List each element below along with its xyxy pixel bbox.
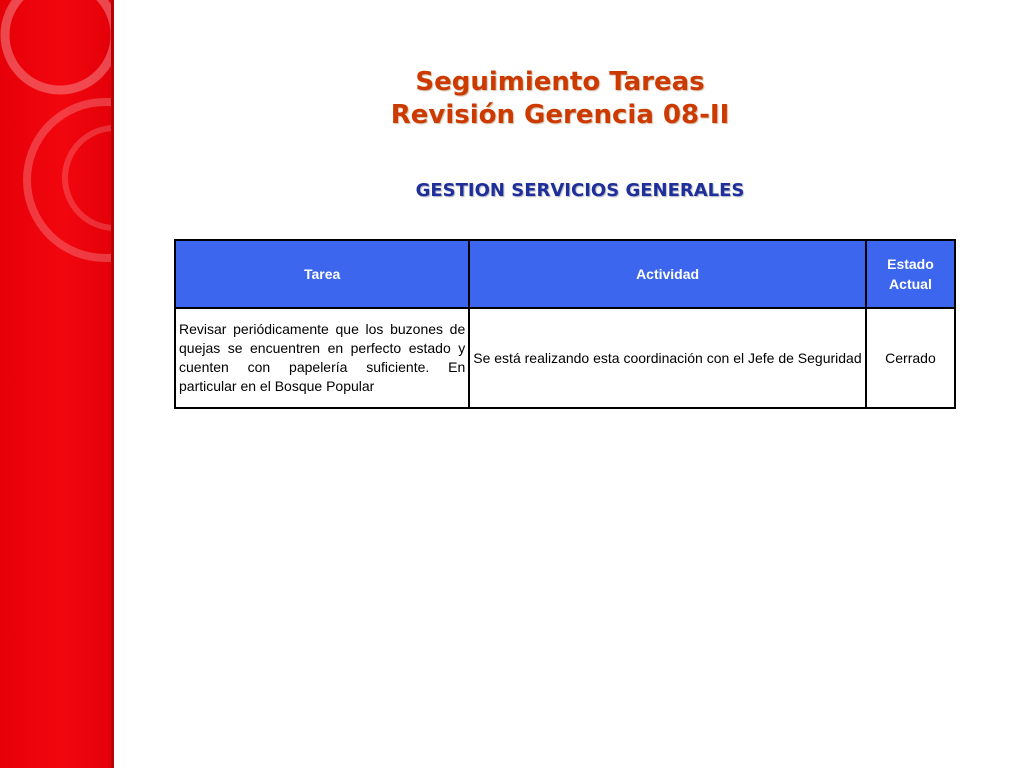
table-row: [175, 308, 955, 408]
ring-inner: [65, 128, 114, 228]
title-line-2: Revisión Gerencia 08-II: [390, 100, 730, 130]
section-subtitle: GESTION SERVICIOS GENERALES: [415, 180, 745, 201]
cell-actividad: Se está realizando esta coordinación con el Jefe de Seguridad: [469, 308, 866, 408]
header-estado: Estado Actual: [866, 240, 955, 308]
decorative-rings: [0, 0, 114, 768]
table-header-row: [175, 240, 955, 308]
slide-title: [300, 66, 820, 132]
header-tarea: Tarea: [175, 240, 469, 308]
ring-middle: [27, 102, 114, 258]
ring-top: [5, 0, 114, 90]
title-line-1: Seguimiento Tareas: [415, 67, 705, 97]
tasks-table: [174, 239, 956, 409]
cell-estado: Cerrado: [866, 308, 955, 408]
header-actividad: Actividad: [469, 240, 866, 308]
decorative-red-band: [0, 0, 114, 768]
band-edge: [111, 0, 114, 768]
cell-tarea: Revisar periódicamente que los buzones de quejas se encuentren en perfecto estado y cuenten con papelería suficiente. En particular en el Bosque Popular: [175, 308, 469, 408]
